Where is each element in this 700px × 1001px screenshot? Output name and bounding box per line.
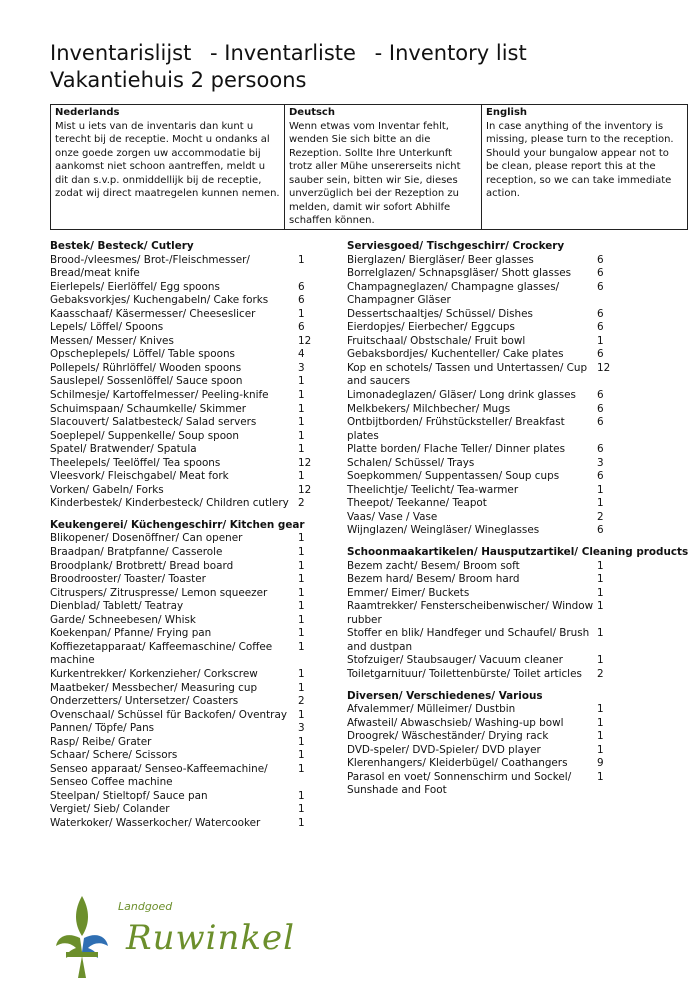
item-quantity: 1: [298, 389, 305, 402]
list-item: [50, 308, 340, 322]
item-name: Champagneglazen/ Champagne glasses/ Champagner Gläser: [347, 280, 560, 307]
item-name: Eierlepels/ Eierlöffel/ Egg spoons: [50, 280, 220, 293]
left-column: [50, 240, 340, 839]
list-item: [50, 470, 340, 484]
title-de: - Inventarliste: [210, 41, 356, 65]
item-quantity: 1: [298, 307, 305, 320]
list-item: [50, 560, 340, 574]
item-quantity: 2: [298, 695, 305, 708]
item-quantity: 6: [597, 389, 604, 402]
intro-en-text: In case anything of the inventory is missing, please turn to the reception. Should your bungalow appear not to be clean, please report this at the reception, so we can take immediate action.: [486, 120, 674, 199]
list-item: [347, 757, 667, 771]
item-quantity: 12: [298, 483, 312, 496]
item-list: [50, 254, 340, 511]
list-item: [50, 641, 340, 668]
list-item: [347, 524, 667, 538]
item-name: Ovenschaal/ Schüssel für Backofen/ Oventray: [50, 708, 287, 721]
list-item: [347, 573, 667, 587]
item-quantity: 1: [298, 402, 305, 415]
intro-nl-heading: Nederlands: [55, 107, 120, 118]
item-quantity: 1: [298, 600, 305, 613]
item-name: Messen/ Messer/ Knives: [50, 334, 174, 347]
list-item: [347, 443, 667, 457]
section-various: [347, 690, 667, 798]
item-name: Wijnglazen/ Weingläser/ Wineglasses: [347, 524, 540, 537]
section-title: Schoonmaakartikelen/ Hausputzartikel/ Cleaning products: [347, 546, 689, 559]
list-item: [50, 587, 340, 601]
item-name: Broodrooster/ Toaster/ Toaster: [50, 573, 206, 586]
list-item: [347, 703, 667, 717]
list-item: [347, 457, 667, 471]
list-item: [347, 267, 667, 281]
page-title: [50, 40, 527, 94]
item-quantity: 6: [597, 470, 604, 483]
item-name: Ontbijtborden/ Frühstücksteller/ Breakfast plates: [347, 416, 565, 442]
fleur-de-lis-icon: [52, 892, 112, 980]
list-item: [50, 614, 340, 628]
list-item: [50, 803, 340, 817]
item-quantity: 12: [298, 334, 312, 347]
item-quantity: 1: [298, 762, 305, 775]
intro-de: [285, 105, 482, 230]
list-item: [347, 497, 667, 511]
item-name: Maatbeker/ Messbecher/ Measuring cup: [50, 681, 258, 694]
list-item: [347, 348, 667, 362]
section-cleaning: [347, 546, 689, 681]
item-name: Koekenpan/ Pfanne/ Frying pan: [50, 627, 212, 640]
item-quantity: 6: [597, 307, 604, 320]
intro-en: [482, 105, 688, 230]
list-item: [50, 790, 340, 804]
item-name: Slacouvert/ Salatbesteck/ Salad servers: [50, 416, 257, 429]
item-quantity: 1: [298, 429, 305, 442]
item-quantity: 1: [597, 559, 604, 572]
intro-nl-text: Mist u iets van de inventaris dan kunt u terecht bij de receptie. Mocht u ondanks al onze goede zorgen uw accommodatie bij aankomst niet schoon aantreffen, meldt u dit dan s.v.p. onmiddellijk bij de receptie, zodat wij direct maatregelen kunnen nemen.: [55, 120, 280, 199]
intro-de-heading: Deutsch: [289, 107, 335, 118]
list-item: [50, 668, 340, 682]
list-item: [347, 587, 667, 601]
item-quantity: 1: [597, 334, 604, 347]
item-quantity: 1: [298, 443, 305, 456]
item-quantity: 6: [597, 524, 604, 537]
item-name: Borrelglazen/ Schnapsgläser/ Shott glasses: [347, 267, 572, 280]
list-item: [50, 736, 340, 750]
item-name: Theelichtje/ Teelicht/ Tea-warmer: [347, 483, 519, 496]
list-item: [347, 308, 667, 322]
list-item: [50, 403, 340, 417]
list-item: [50, 375, 340, 389]
item-name: Theelepels/ Teelöffel/ Tea spoons: [50, 456, 221, 469]
item-list: [347, 703, 667, 798]
item-list: [50, 532, 340, 830]
item-quantity: 1: [597, 586, 604, 599]
item-name: Waterkoker/ Wasserkocher/ Watercooker: [50, 816, 261, 829]
list-item: [50, 348, 340, 362]
list-item: [50, 254, 340, 281]
list-item: [347, 771, 667, 798]
section-kitchen-gear: [50, 519, 340, 831]
ruwinkel-logo: [52, 892, 295, 982]
item-quantity: 1: [597, 573, 604, 586]
item-name: Garde/ Schneebesen/ Whisk: [50, 613, 196, 626]
item-quantity: 1: [298, 613, 305, 626]
section-title: Diversen/ Verschiedenes/ Various: [347, 689, 543, 702]
item-name: Bierglazen/ Biergläser/ Beer glasses: [347, 253, 534, 266]
list-item: [347, 335, 667, 349]
item-name: Broodplank/ Brotbrett/ Bread board: [50, 559, 234, 572]
item-name: Melkbekers/ Milchbecher/ Mugs: [347, 402, 511, 415]
list-item: [50, 546, 340, 560]
list-item: [50, 709, 340, 723]
logo-big-text: Ruwinkel: [126, 918, 295, 958]
item-list: [347, 560, 667, 682]
item-name: Soeplepel/ Suppenkelle/ Soup spoon: [50, 429, 240, 442]
item-quantity: 1: [298, 532, 305, 545]
list-item: [50, 416, 340, 430]
item-name: Klerenhangers/ Kleiderbügel/ Coathangers: [347, 757, 568, 770]
item-quantity: 6: [298, 321, 305, 334]
list-item: [347, 730, 667, 744]
item-name: Pollepels/ Rührlöffel/ Wooden spoons: [50, 361, 242, 374]
item-list: [347, 254, 667, 538]
item-quantity: 1: [298, 789, 305, 802]
item-quantity: 1: [298, 546, 305, 559]
list-item: [50, 695, 340, 709]
logo-small-text: Landgoed: [118, 900, 173, 913]
item-quantity: 1: [298, 681, 305, 694]
item-quantity: 1: [597, 497, 604, 510]
item-quantity: 1: [597, 770, 604, 783]
item-name: Soepkommen/ Suppentassen/ Soup cups: [347, 470, 560, 483]
item-name: Schilmesje/ Kartoffelmesser/ Peeling-knife: [50, 389, 269, 402]
item-name: Parasol en voet/ Sonnenschirm und Sockel/ Sunshade and Foot: [347, 770, 572, 797]
item-name: Afvalemmer/ Mülleimer/ Dustbin: [347, 703, 516, 716]
list-item: [50, 294, 340, 308]
title-subtitle: Vakantiehuis 2 persoons: [50, 68, 307, 92]
list-item: [347, 668, 667, 682]
item-name: Citruspers/ Zitruspresse/ Lemon squeezer: [50, 586, 268, 599]
item-name: Stoffer en blik/ Handfeger und Schaufel/ Brush and dustpan: [347, 627, 590, 653]
item-name: Blikopener/ Dosenöffner/ Can opener: [50, 532, 243, 545]
item-name: Droogrek/ Wäscheständer/ Drying rack: [347, 730, 549, 743]
item-quantity: 6: [597, 321, 604, 334]
right-column: [347, 240, 689, 806]
list-item: [50, 321, 340, 335]
list-item: [347, 654, 667, 668]
intro-en-heading: English: [486, 107, 528, 118]
item-name: Schalen/ Schüssel/ Trays: [347, 456, 475, 469]
list-item: [50, 532, 340, 546]
item-name: Brood-/vleesmes/ Brot-/Fleischmesser/ Bread/meat knife: [50, 253, 250, 280]
item-quantity: 2: [298, 497, 305, 510]
intro-de-text: Wenn etwas vom Inventar fehlt, wenden Sie sich bitte an die Rezeption. Sollte Ihre Unterkunft trotz aller Mühe unsererseits nicht sauber sein, bitten wir Sie, dieses unverzüglich bei der Rezeption zu melden, damit wir sofort Abhilfe schaffen können.: [289, 120, 461, 226]
item-quantity: 6: [298, 280, 305, 293]
section-crockery: [347, 240, 667, 538]
item-name: Afwasteil/ Abwaschsieb/ Washing-up bowl: [347, 716, 564, 729]
item-name: Fruitschaal/ Obstschale/ Fruit bowl: [347, 334, 526, 347]
item-name: Koffiezetapparaat/ Kaffeemaschine/ Coffee machine: [50, 640, 273, 667]
item-name: Vaas/ Vase / Vase: [347, 510, 438, 523]
item-quantity: 1: [298, 375, 305, 388]
list-item: [50, 443, 340, 457]
item-quantity: 1: [298, 816, 305, 829]
item-quantity: 1: [597, 703, 604, 716]
item-quantity: 3: [298, 722, 305, 735]
item-quantity: 6: [597, 416, 604, 429]
list-item: [347, 416, 667, 443]
item-quantity: 4: [298, 348, 305, 361]
list-item: [347, 321, 667, 335]
list-item: [50, 430, 340, 444]
list-item: [347, 560, 667, 574]
list-item: [50, 389, 340, 403]
intro-table: [50, 104, 688, 230]
item-name: Lepels/ Löffel/ Spoons: [50, 321, 164, 334]
item-quantity: 1: [597, 716, 604, 729]
item-name: Schuimspaan/ Schaumkelle/ Skimmer: [50, 402, 247, 415]
list-item: [347, 744, 667, 758]
item-name: Vorken/ Gabeln/ Forks: [50, 483, 164, 496]
item-name: Emmer/ Eimer/ Buckets: [347, 586, 470, 599]
item-quantity: 1: [597, 600, 604, 613]
item-quantity: 6: [597, 348, 604, 361]
intro-nl: [51, 105, 285, 230]
item-name: Kop en schotels/ Tassen und Untertassen/ Cup and saucers: [347, 361, 588, 388]
list-item: [347, 281, 667, 308]
item-name: Onderzetters/ Untersetzer/ Coasters: [50, 695, 239, 708]
item-quantity: 6: [597, 443, 604, 456]
section-title: Keukengerei/ Küchengeschirr/ Kitchen gear: [50, 518, 305, 531]
item-quantity: 2: [597, 667, 604, 680]
list-item: [50, 457, 340, 471]
section-cutlery: [50, 240, 340, 511]
item-quantity: 1: [298, 559, 305, 572]
list-item: [347, 627, 667, 654]
item-name: DVD-speler/ DVD-Spieler/ DVD player: [347, 743, 541, 756]
item-name: Bezem hard/ Besem/ Broom hard: [347, 573, 520, 586]
item-name: Platte borden/ Flache Teller/ Dinner plates: [347, 443, 565, 456]
item-name: Braadpan/ Bratpfanne/ Casserole: [50, 546, 223, 559]
item-name: Kinderbestek/ Kinderbesteck/ Children cutlery: [50, 497, 289, 510]
item-quantity: 12: [597, 361, 611, 374]
list-item: [50, 573, 340, 587]
item-name: Vleesvork/ Fleischgabel/ Meat fork: [50, 470, 229, 483]
list-item: [347, 717, 667, 731]
item-quantity: 1: [298, 735, 305, 748]
item-name: Schaar/ Schere/ Scissors: [50, 749, 178, 762]
item-name: Theepot/ Teekanne/ Teapot: [347, 497, 487, 510]
item-name: Stofzuiger/ Staubsauger/ Vacuum cleaner: [347, 654, 563, 667]
list-item: [347, 389, 667, 403]
section-title: Bestek/ Besteck/ Cutlery: [50, 240, 194, 252]
item-quantity: 1: [298, 803, 305, 816]
item-quantity: 6: [597, 253, 604, 266]
list-item: [347, 362, 667, 389]
item-quantity: 6: [298, 294, 305, 307]
list-item: [50, 722, 340, 736]
title-en: - Inventory list: [374, 41, 527, 65]
item-quantity: 1: [298, 667, 305, 680]
item-quantity: 1: [597, 743, 604, 756]
list-item: [347, 600, 667, 627]
list-item: [347, 254, 667, 268]
list-item: [50, 281, 340, 295]
list-item: [50, 763, 340, 790]
item-name: Steelpan/ Stieltopf/ Sauce pan: [50, 789, 208, 802]
item-quantity: 1: [597, 483, 604, 496]
item-quantity: 3: [298, 361, 305, 374]
item-quantity: 12: [298, 456, 312, 469]
item-name: Sauslepel/ Sossenlöffel/ Sauce spoon: [50, 375, 243, 388]
item-name: Rasp/ Reibe/ Grater: [50, 735, 152, 748]
item-name: Bezem zacht/ Besem/ Broom soft: [347, 559, 520, 572]
item-quantity: 2: [597, 510, 604, 523]
item-quantity: 1: [597, 654, 604, 667]
item-name: Opscheplepels/ Löffel/ Table spoons: [50, 348, 235, 361]
item-name: Toiletgarnituur/ Toilettenbürste/ Toilet articles: [347, 667, 582, 680]
item-name: Pannen/ Töpfe/ Pans: [50, 722, 155, 735]
title-nl: Inventarislijst: [50, 41, 192, 65]
item-name: Kurkentrekker/ Korkenzieher/ Corkscrew: [50, 667, 258, 680]
item-name: Raamtrekker/ Fensterscheibenwischer/ Window rubber: [347, 600, 594, 626]
list-item: [50, 484, 340, 498]
item-quantity: 1: [298, 749, 305, 762]
item-quantity: 6: [597, 402, 604, 415]
item-name: Gebaksbordjes/ Kuchenteller/ Cake plates: [347, 348, 564, 361]
item-name: Limonadeglazen/ Gläser/ Long drink glasses: [347, 389, 576, 402]
item-quantity: 1: [298, 470, 305, 483]
item-name: Kaasschaaf/ Käsermesser/ Cheeseslicer: [50, 307, 256, 320]
item-quantity: 1: [298, 640, 305, 653]
list-item: [347, 511, 667, 525]
list-item: [50, 497, 340, 511]
list-item: [50, 362, 340, 376]
item-quantity: 1: [298, 708, 305, 721]
list-item: [50, 817, 340, 831]
list-item: [347, 484, 667, 498]
item-name: Spatel/ Bratwender/ Spatula: [50, 443, 197, 456]
item-quantity: 6: [597, 280, 604, 293]
item-quantity: 6: [597, 267, 604, 280]
list-item: [347, 403, 667, 417]
list-item: [347, 470, 667, 484]
item-quantity: 1: [597, 730, 604, 743]
item-quantity: 3: [597, 456, 604, 469]
item-name: Gebaksvorkjes/ Kuchengabeln/ Cake forks: [50, 294, 269, 307]
item-quantity: 9: [597, 757, 604, 770]
item-quantity: 1: [298, 253, 305, 266]
list-item: [50, 335, 340, 349]
item-quantity: 1: [298, 586, 305, 599]
item-name: Vergiet/ Sieb/ Colander: [50, 803, 170, 816]
list-item: [50, 600, 340, 614]
list-item: [50, 682, 340, 696]
item-name: Senseo apparaat/ Senseo-Kaffeemachine/ Senseo Coffee machine: [50, 762, 268, 789]
item-quantity: 1: [597, 627, 604, 640]
item-name: Dienblad/ Tablett/ Teatray: [50, 600, 184, 613]
item-quantity: 1: [298, 627, 305, 640]
list-item: [50, 627, 340, 641]
item-name: Dessertschaaltjes/ Schüssel/ Dishes: [347, 307, 533, 320]
list-item: [50, 749, 340, 763]
item-name: Eierdopjes/ Eierbecher/ Eggcups: [347, 321, 515, 334]
item-quantity: 1: [298, 416, 305, 429]
section-title: Serviesgoed/ Tischgeschirr/ Crockery: [347, 240, 565, 252]
item-quantity: 1: [298, 573, 305, 586]
